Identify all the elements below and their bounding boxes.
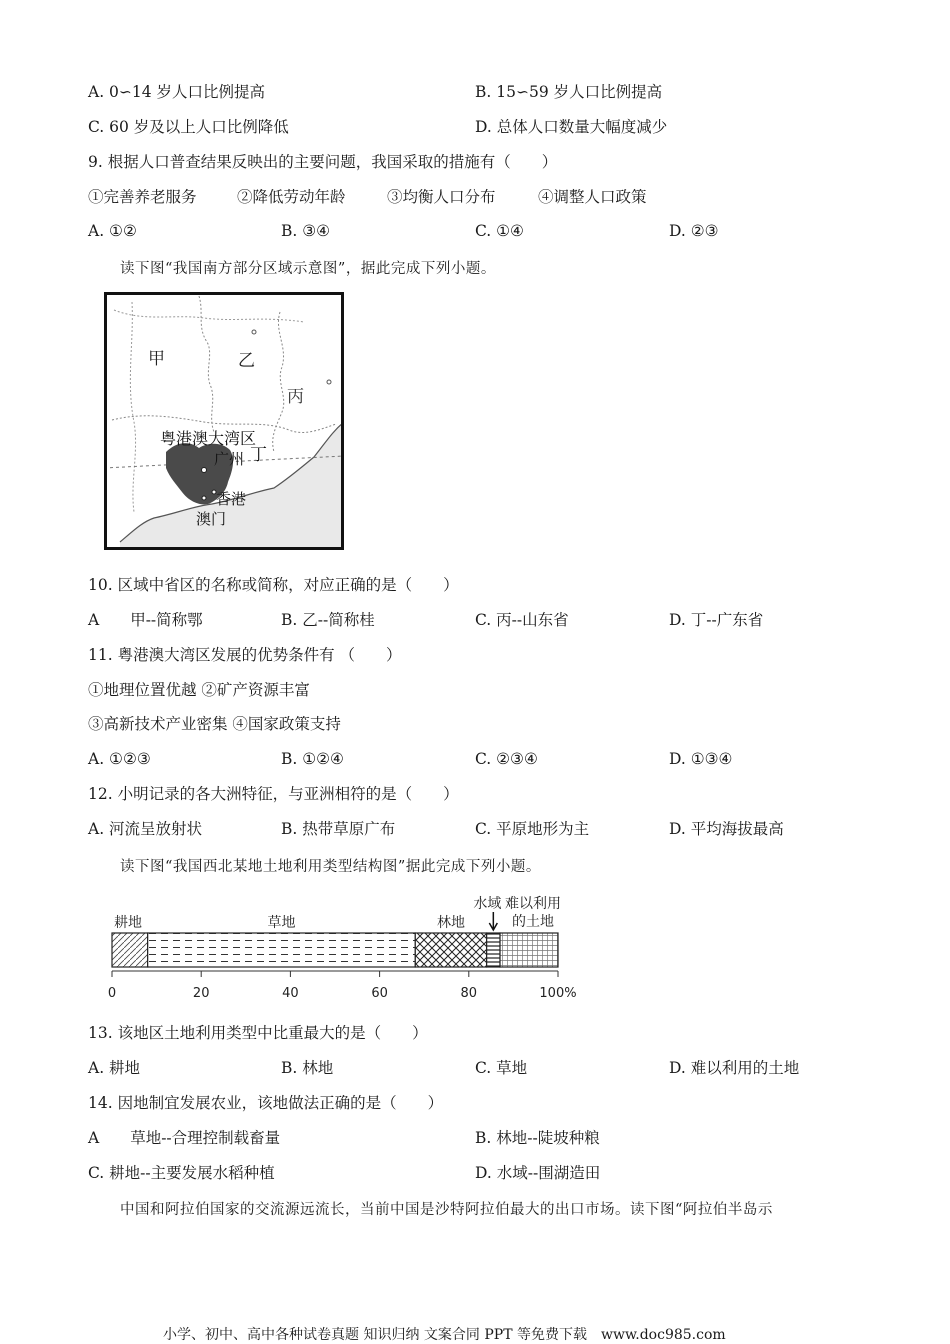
q12-option-b: B. 热带草原广布	[281, 820, 396, 838]
map-label-ding: 丁	[250, 445, 267, 465]
bar-label-water: 水域	[473, 896, 502, 912]
q10-option-b: B. 乙--简称桂	[281, 611, 375, 629]
axis-tick-label: 0	[107, 986, 117, 1001]
bar-segment-farmland	[112, 933, 148, 967]
q8-option-b: B. 15∽59 岁人口比例提高	[475, 83, 663, 101]
q9-stem: 9. 根据人口普查结果反映出的主要问题，我国采取的措施有（ ）	[88, 153, 558, 171]
q9-item-3: ③均衡人口分布	[387, 188, 496, 206]
bar-label-forest: 林地	[436, 915, 465, 931]
bar-segment-grassland	[148, 933, 416, 967]
bar-segment-forest	[415, 933, 486, 967]
q14-option-a: A 草地--合理控制载畜量	[88, 1129, 281, 1147]
bar-segment-water	[487, 933, 500, 967]
axis-tick-label: 60	[371, 986, 388, 1001]
bar-label-farmland: 耕地	[114, 915, 142, 931]
q11-option-d: D. ①③④	[669, 750, 733, 768]
q12-option-a: A. 河流呈放射状	[88, 820, 203, 838]
map-intro: 读下图“我国南方部分区域示意图”，据此完成下列小题。	[120, 261, 496, 277]
q9-item-4: ④调整人口政策	[538, 188, 647, 206]
q10-option-a: A 甲--简称鄂	[88, 611, 203, 629]
q14-option-b: B. 林地--陡坡种粮	[475, 1129, 600, 1147]
q9-item-2: ②降低劳动年龄	[237, 188, 346, 206]
q14-option-d: D. 水域--围湖造田	[475, 1164, 601, 1182]
q14-option-c: C. 耕地--主要发展水稻种植	[88, 1164, 275, 1182]
q10-option-d: D. 丁--广东省	[669, 611, 764, 629]
map-label-bay-area: 粤港澳大湾区	[160, 429, 257, 448]
q13-option-a: A. 耕地	[88, 1059, 141, 1077]
axis-tick-label: 40	[282, 986, 299, 1001]
q13-stem: 13. 该地区土地利用类型中比重最大的是（ ）	[88, 1024, 428, 1042]
q12-stem: 12. 小明记录的各大洲特征，与亚洲相符的是（ ）	[88, 785, 459, 803]
water-pointer-arrow	[489, 912, 497, 930]
q12-option-d: D. 平均海拔最高	[669, 820, 784, 838]
chart-intro: 读下图“我国西北某地土地利用类型结构图”据此完成下列小题。	[120, 859, 541, 875]
q9-option-c: C. ①④	[475, 222, 524, 240]
bar-label-grassland: 草地	[267, 915, 296, 931]
bar-label-unusable-land: 难以利用的土地	[505, 896, 562, 930]
q9-option-a: A. ①②	[88, 222, 137, 240]
q11-option-a: A. ①②③	[88, 750, 151, 768]
south-china-region-map	[104, 292, 344, 550]
axis-tick-label: 20	[192, 986, 210, 1001]
map-label-hongkong: 香港	[216, 490, 247, 508]
map-label-jia: 甲	[148, 349, 165, 369]
q9-option-b: B. ③④	[281, 222, 331, 240]
arabia-intro: 中国和阿拉伯国家的交流源远流长，当前中国是沙特阿拉伯最大的出口市场。读下图“阿拉伯半岛示	[120, 1202, 773, 1218]
q11-option-b: B. ①②④	[281, 750, 344, 768]
q14-stem: 14. 因地制宜发展农业，该地做法正确的是（ ）	[88, 1094, 444, 1112]
q13-option-c: C. 草地	[475, 1059, 528, 1077]
q8-option-a: A. 0∽14 岁人口比例提高	[88, 83, 266, 101]
q9-option-d: D. ②③	[669, 222, 719, 240]
map-label-yi: 乙	[238, 351, 255, 371]
map-label-guangzhou: 广州	[214, 450, 245, 468]
land-use-structure-chart	[100, 888, 590, 1006]
q10-option-c: C. 丙--山东省	[475, 611, 569, 629]
q8-option-d: D. 总体人口数量大幅度减少	[475, 118, 668, 136]
q8-option-c: C. 60 岁及以上人口比例降低	[88, 118, 289, 136]
q9-item-1: ①完善养老服务	[88, 188, 197, 206]
bar-segment-unusable-land	[500, 933, 558, 967]
map-label-bing: 丙	[287, 387, 304, 407]
q11-items-line1: ①地理位置优越 ②矿产资源丰富	[88, 681, 310, 699]
q11-items-line2: ③高新技术产业密集 ④国家政策支持	[88, 715, 341, 733]
page-footer: 小学、初中、高中各种试卷真题 知识归纳 文案合同 PPT 等免费下载 www.doc985.com	[163, 1327, 726, 1343]
map-label-macau: 澳门	[196, 510, 227, 528]
axis-tick-label: 100%	[539, 986, 577, 1001]
q13-option-b: B. 林地	[281, 1059, 334, 1077]
q11-option-c: C. ②③④	[475, 750, 538, 768]
q12-option-c: C. 平原地形为主	[475, 820, 590, 838]
q13-option-d: D. 难以利用的土地	[669, 1059, 800, 1077]
q11-stem: 11. 粤港澳大湾区发展的优势条件有 （ ）	[88, 646, 402, 664]
axis-tick-label: 80	[460, 986, 478, 1001]
q10-stem: 10. 区域中省区的名称或简称，对应正确的是（ ）	[88, 576, 459, 594]
